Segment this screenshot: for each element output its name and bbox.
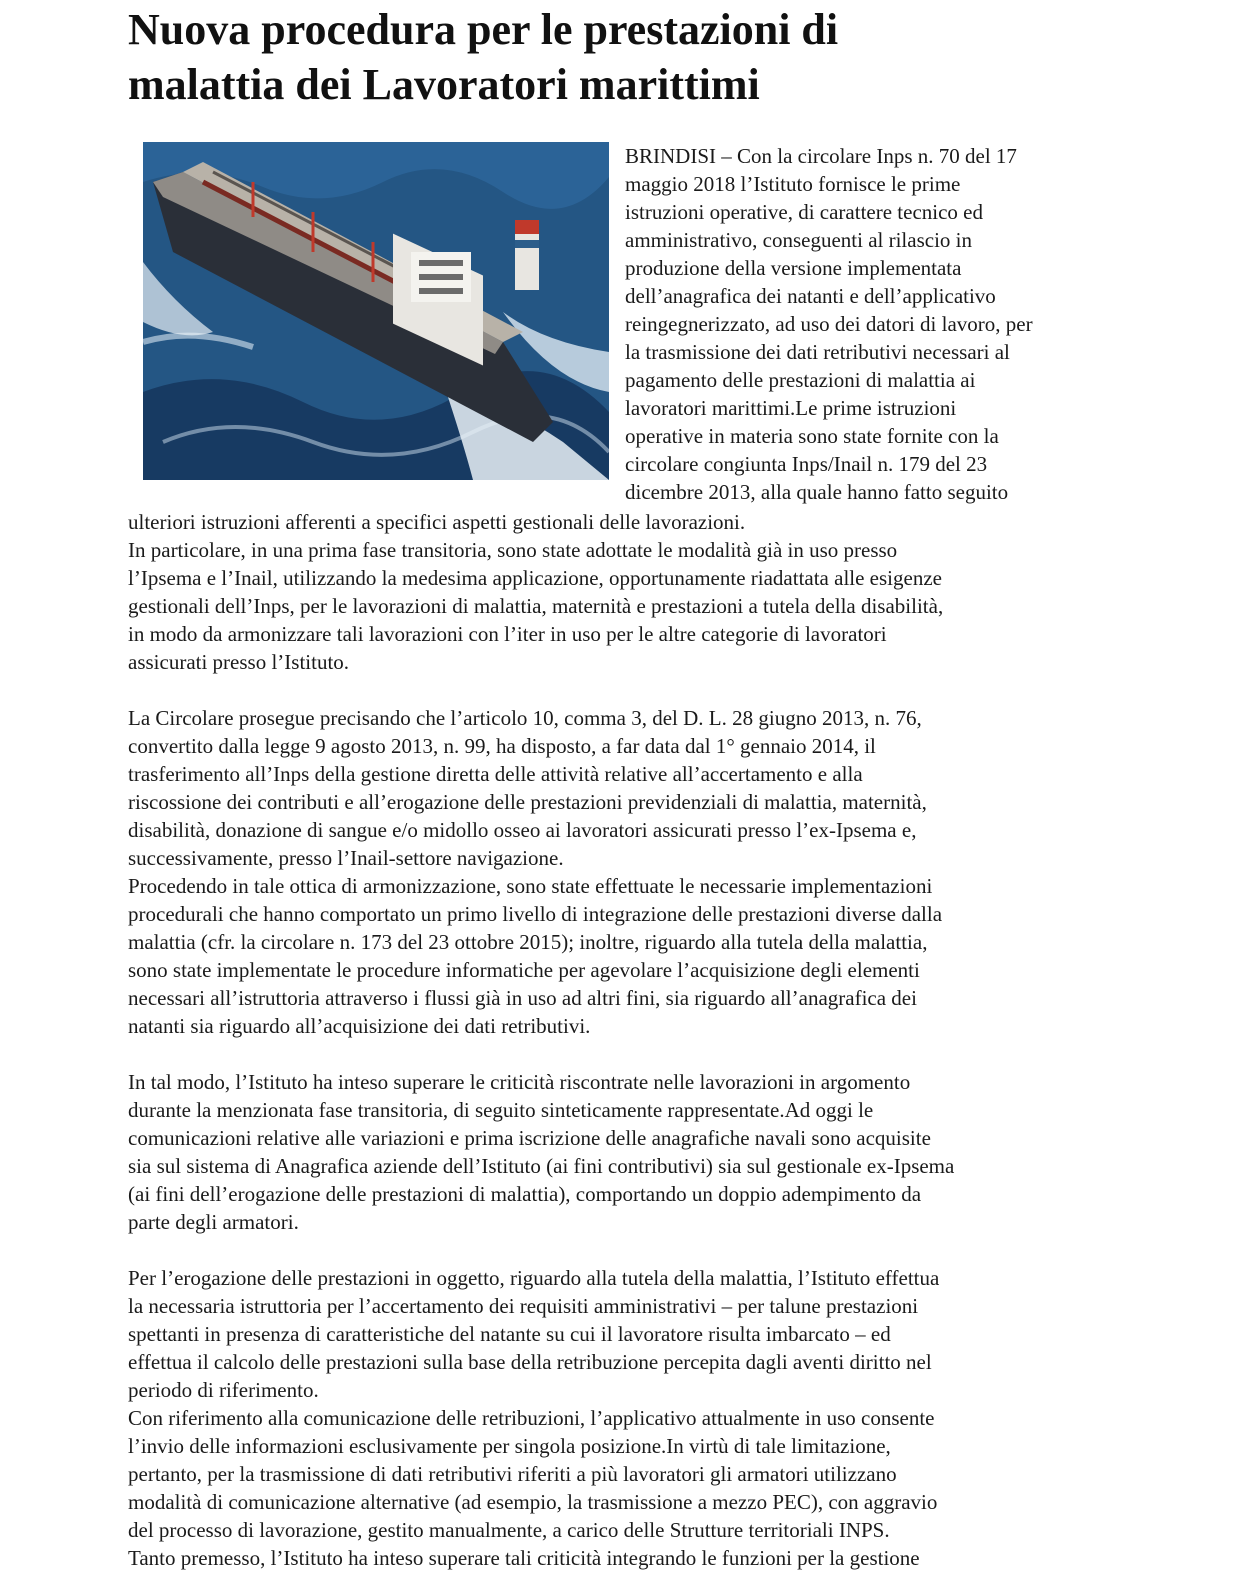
- body-line: Con riferimento alla comunicazione delle retribuzioni, l’applicativo attualmente in uso consente: [128, 1406, 935, 1430]
- body-line: malattia (cfr. la circolare n. 173 del 23 ottobre 2015); inoltre, riguardo alla tutela della malattia,: [128, 930, 928, 954]
- body-line: disabilità, donazione di sangue e/o midollo osseo ai lavoratori assicurati presso l’ex-Ipsema e,: [128, 818, 917, 842]
- lead-line: lavoratori marittimi.Le prime istruzioni: [625, 396, 957, 420]
- paragraph-gap: [128, 1040, 1118, 1068]
- lead-line: la trasmissione dei dati retributivi necessari al: [625, 340, 1010, 364]
- body-line: successivamente, presso l’Inail-settore navigazione.: [128, 846, 564, 870]
- lead-line: operative in materia sono state fornite con la: [625, 424, 999, 448]
- body-line: riscossione dei contributi e all’erogazione delle prestazioni previdenziali di malattia, maternità,: [128, 790, 927, 814]
- body-line: comunicazioni relative alle variazioni e prima iscrizione delle anagrafiche navali sono acquisite: [128, 1126, 931, 1150]
- article-lead: [625, 142, 1115, 506]
- body-line: modalità di comunicazione alternative (ad esempio, la trasmissione a mezzo PEC), con aggravio: [128, 1490, 938, 1514]
- body-line: ulteriori istruzioni afferenti a specifici aspetti gestionali delle lavorazioni.: [128, 510, 746, 534]
- paragraph-gap: [128, 676, 1118, 704]
- lead-line: produzione della versione implementata: [625, 256, 962, 280]
- title-line-1: Nuova procedura per le prestazioni di: [128, 5, 839, 54]
- ship-illustration: [143, 142, 609, 480]
- body-line: l’invio delle informazioni esclusivamente per singola posizione.In virtù di tale limitazione,: [128, 1434, 891, 1458]
- body-line: sono state implementate le procedure informatiche per agevolare l’acquisizione degli elementi: [128, 958, 920, 982]
- body-line: natanti sia riguardo all’acquisizione dei dati retributivi.: [128, 1014, 591, 1038]
- body-line: Procedendo in tale ottica di armonizzazione, sono state effettuate le necessarie implementazioni: [128, 874, 933, 898]
- body-line: In tal modo, l’Istituto ha inteso superare le criticità riscontrate nelle lavorazioni in argomento: [128, 1070, 911, 1094]
- body-line: necessari all’istruttoria attraverso i flussi già in uso ad altri fini, sia riguardo all’anagrafica dei: [128, 986, 917, 1010]
- body-line: Per l’erogazione delle prestazioni in oggetto, riguardo alla tutela della malattia, l’Istituto effettua: [128, 1266, 940, 1290]
- lead-line: maggio 2018 l’Istituto fornisce le prime: [625, 172, 961, 196]
- body-line: (ai fini dell’erogazione delle prestazioni di malattia), comportando un doppio adempimento da: [128, 1182, 922, 1206]
- lead-line: istruzioni operative, di carattere tecnico ed: [625, 200, 983, 224]
- body-line: trasferimento all’Inps della gestione diretta delle attività relative all’accertamento e alla: [128, 762, 863, 786]
- body-line: effettua il calcolo delle prestazioni sulla base della retribuzione percepita dagli aventi diritto nel: [128, 1350, 932, 1374]
- body-line: convertito dalla legge 9 agosto 2013, n. 99, ha disposto, a far data dal 1° gennaio 2014, il: [128, 734, 876, 758]
- body-line: assicurati presso l’Istituto.: [128, 650, 350, 674]
- lead-line: amministrativo, conseguenti al rilascio in: [625, 228, 973, 252]
- body-line: Tanto premesso, l’Istituto ha inteso superare tali criticità integrando le funzioni per la gestione: [128, 1546, 920, 1570]
- body-line: gestionali dell’Inps, per le lavorazioni di malattia, maternità e prestazioni a tutela della disabilità,: [128, 594, 944, 618]
- article-body: [128, 508, 1118, 1572]
- body-line: procedurali che hanno comportato un primo livello di integrazione delle prestazioni diverse dalla: [128, 902, 943, 926]
- body-line: pertanto, per la trasmissione di dati retributivi riferiti a più lavoratori gli armatori utilizzano: [128, 1462, 897, 1486]
- lead-line: dicembre 2013, alla quale hanno fatto seguito: [625, 480, 1009, 504]
- lead-line: pagamento delle prestazioni di malattia ai: [625, 368, 976, 392]
- body-line: spettanti in presenza di caratteristiche del natante su cui il lavoratore risulta imbarcato – ed: [128, 1322, 891, 1346]
- lead-line: circolare congiunta Inps/Inail n. 179 del 23: [625, 452, 988, 476]
- lead-line: dell’anagrafica dei natanti e dell’applicativo: [625, 284, 996, 308]
- body-line: durante la menzionata fase transitoria, di seguito sinteticamente rappresentate.Ad oggi le: [128, 1098, 874, 1122]
- lead-line: reingegnerizzato, ad uso dei datori di lavoro, per: [625, 312, 1033, 336]
- body-line: la necessaria istruttoria per l’accertamento dei requisiti amministrativi – per talune prestazioni: [128, 1294, 919, 1318]
- body-line: parte degli armatori.: [128, 1210, 299, 1234]
- lead-line: BRINDISI – Con la circolare Inps n. 70 del 17: [625, 144, 1017, 168]
- body-line: l’Ipsema e l’Inail, utilizzando la medesima applicazione, opportunamente riadattata alle esigenze: [128, 566, 942, 590]
- body-line: In particolare, in una prima fase transitoria, sono state adottate le modalità già in uso presso: [128, 538, 898, 562]
- body-line: periodo di riferimento.: [128, 1378, 319, 1402]
- body-line: sia sul sistema di Anagrafica aziende dell’Istituto (ai fini contributivi) sia sul gestionale ex-Ipsema: [128, 1154, 955, 1178]
- ship-photo-icon: [143, 142, 609, 480]
- body-line: La Circolare prosegue precisando che l’articolo 10, comma 3, del D. L. 28 giugno 2013, n. 76,: [128, 706, 922, 730]
- title-line-2: malattia dei Lavoratori marittimi: [128, 60, 760, 109]
- body-line: del processo di lavorazione, gestito manualmente, a carico delle Strutture territoriali INPS.: [128, 1518, 890, 1542]
- paragraph-gap: [128, 1236, 1118, 1264]
- body-line: in modo da armonizzare tali lavorazioni con l’iter in uso per le altre categorie di lavoratori: [128, 622, 887, 646]
- article-title: [128, 2, 1128, 112]
